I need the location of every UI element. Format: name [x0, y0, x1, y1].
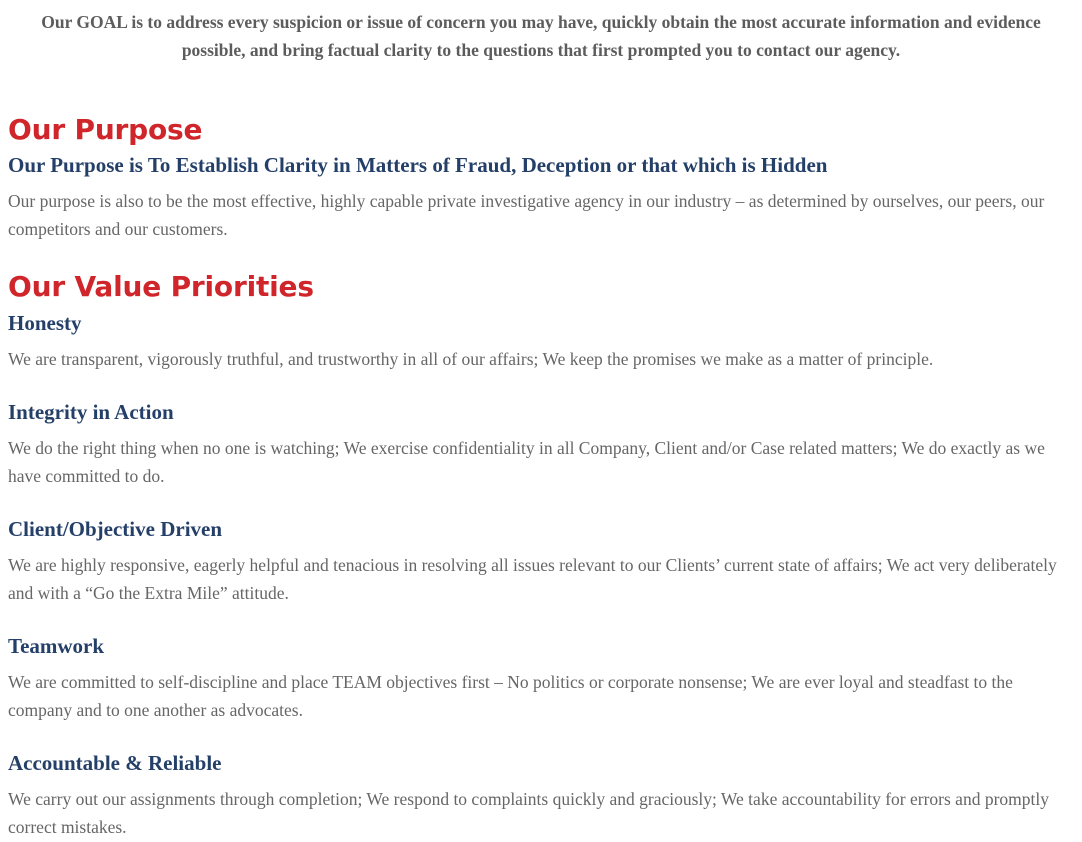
- value-heading-honesty: Honesty: [8, 311, 82, 335]
- goal-statement: Our GOAL is to address every suspicion or issue of concern you may have, quickly obtain the most accurate information and evidence possible, and bring factual clarity to the questions that first prompted you to contact our agency.: [41, 12, 1041, 60]
- values-heading: Our Value Priorities: [8, 270, 314, 303]
- value-paragraph-accountable: We carry out our assignments through completion; We respond to complaints quickly and graciously; We take accountability for errors and promptly correct mistakes.: [8, 789, 1049, 837]
- value-heading-accountable: Accountable & Reliable: [8, 751, 222, 775]
- purpose-subheading: Our Purpose is To Establish Clarity in Matters of Fraud, Deception or that which is Hidden: [8, 153, 828, 177]
- value-paragraph-honesty: We are transparent, vigorously truthful, and trustworthy in all of our affairs; We keep the promises we make as a matter of principle.: [8, 349, 934, 369]
- value-paragraph-client-driven: We are highly responsive, eagerly helpful and tenacious in resolving all issues relevant to our Clients’ current state of affairs; We act very deliberately and with a “Go the Extra Mile” attitude.: [8, 555, 1057, 603]
- value-paragraph-integrity: We do the right thing when no one is watching; We exercise confidentiality in all Company, Client and/or Case related matters; We do exactly as we have committed to do.: [8, 438, 1045, 486]
- value-heading-integrity: Integrity in Action: [8, 400, 174, 424]
- value-heading-client-driven: Client/Objective Driven: [8, 517, 223, 541]
- value-heading-teamwork: Teamwork: [8, 634, 105, 658]
- purpose-heading: Our Purpose: [8, 113, 203, 146]
- purpose-paragraph: Our purpose is also to be the most effective, highly capable private investigative agency in our industry – as determined by ourselves, our peers, our competitors and our customers.: [8, 191, 1045, 239]
- value-paragraph-teamwork: We are committed to self-discipline and place TEAM objectives first – No politics or corporate nonsense; We are ever loyal and steadfast to the company and to one another as advocates.: [8, 672, 1013, 720]
